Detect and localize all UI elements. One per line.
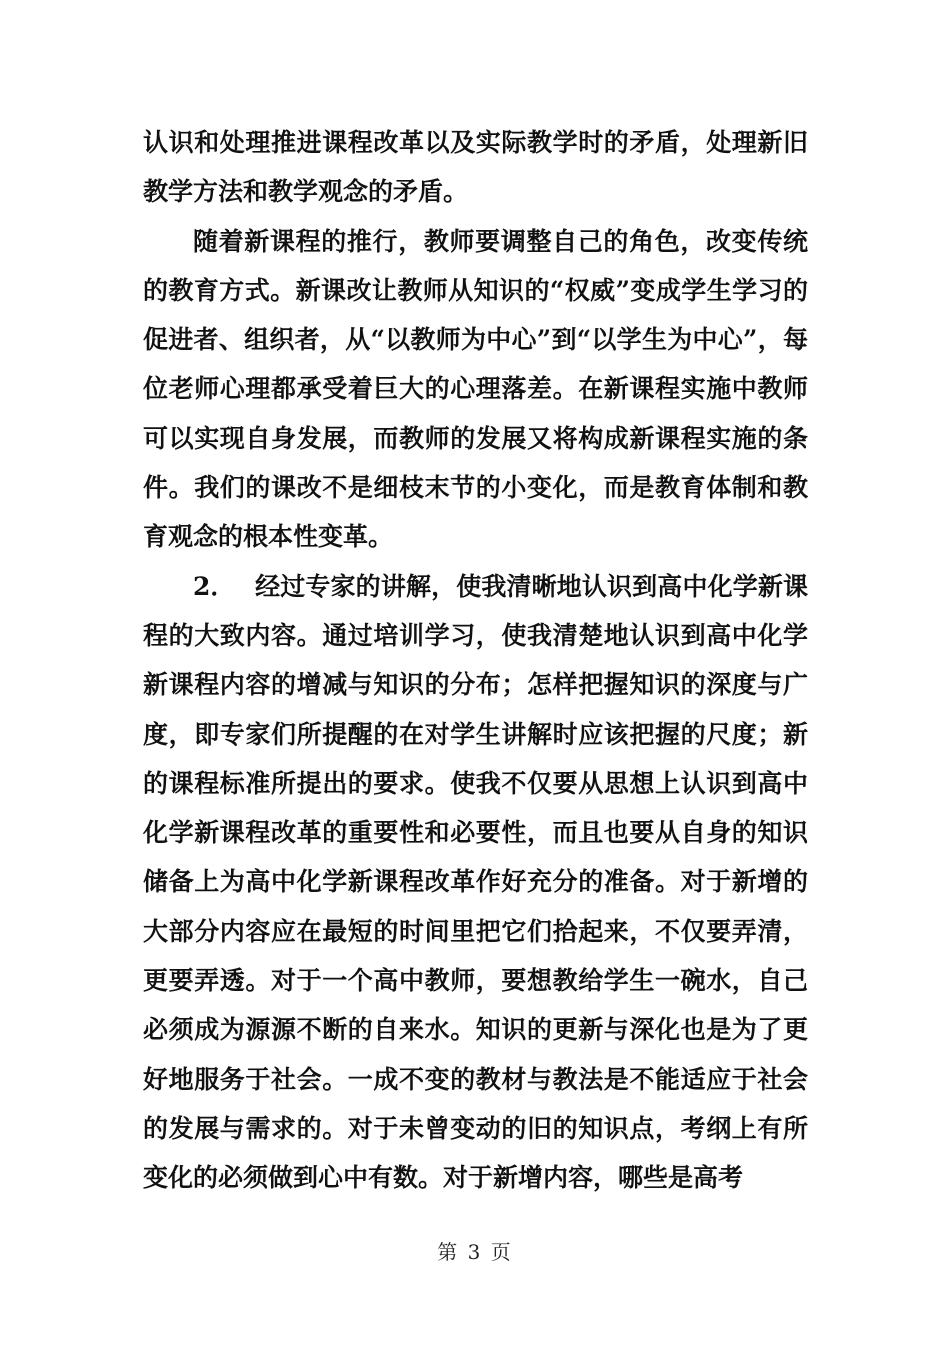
list-number: 2．	[193, 571, 236, 601]
body-text	[143, 118, 808, 1203]
paragraph-3	[143, 562, 808, 1203]
paragraph-1: 认识和处理推进课程改革以及实际教学时的矛盾，处理新旧教学方法和教学观念的矛盾。	[143, 128, 808, 207]
page-number: 第 3 页	[437, 1240, 513, 1264]
paragraph-2: 随着新课程的推行，教师要调整自己的角色，改变传统的教育方式。新课改让教师从知识的“权威”变成学生学习的促进者、组织者，从“以教师为中心”到“以学生为中心”，每位老师心理都承受着巨大的心理落差。在新课程实施中教师可以实现自身发展，而教师的发展又将构成新课程实施的条件。我们的课改不是细枝末节的小变化，而是教育体制和教育观念的根本性变革。	[143, 226, 808, 552]
paragraph-3-text: 经过专家的讲解，使我清晰地认识到高中化学新课程的大致内容。通过培训学习，使我清楚地认识到高中化学新课程内容的增减与知识的分布；怎样把握知识的深度与广度，即专家们所提醒的在对学生讲解时应该把握的尺度；新的课程标准所提出的要求。使我不仅要从思想上认识到高中化学新课程改革的重要性和必要性，而且也要从自身的知识储备上为高中化学新课程改革作好充分的准备。对于新增的大部分内容应在最短的时间里把它们拾起来，不仅要弄清，更要弄透。对于一个高中教师，要想教给学生一碗水，自己必须成为源源不断的自来水。知识的更新与深化也是为了更好地服务于社会。一成不变的教材与教法是不能适应于社会的发展与需求的。对于未曾变动的旧的知识点，考纲上有所变化的必须做到心中有数。对于新增内容，哪些是高考	[143, 571, 808, 1193]
